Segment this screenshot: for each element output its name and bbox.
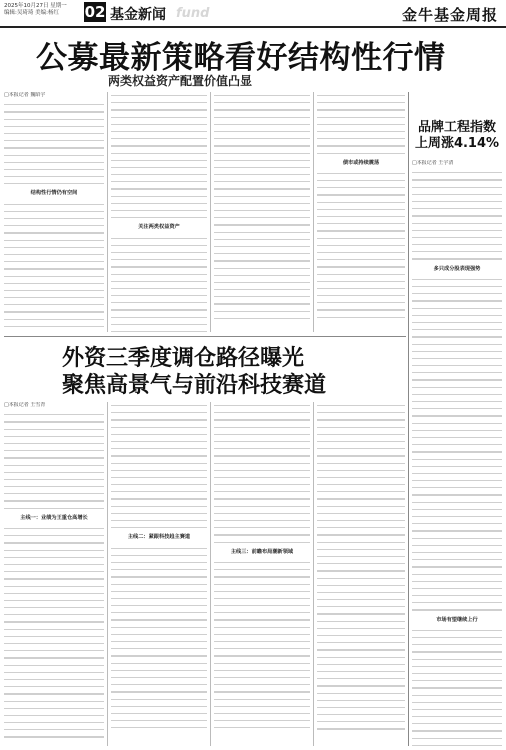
article2-subhead-c: 主线三：前瞻布局潮新领域 xyxy=(230,548,294,555)
section-number: 02 xyxy=(84,3,106,21)
article2-byline: □本报记者 王雪青 xyxy=(4,402,46,408)
sidebar-byline: □本报记者 王宇清 xyxy=(412,160,454,166)
article1-column-4 xyxy=(317,92,405,332)
article1-column-3 xyxy=(214,92,310,332)
section-title: 基金新闻 xyxy=(110,7,166,23)
article2-subhead-b: 主线二：紧跟科技趋主赛道 xyxy=(127,534,191,541)
article2-column-4 xyxy=(317,402,405,746)
article1-column-2 xyxy=(111,92,207,332)
page-header xyxy=(0,0,506,28)
article2-column-1 xyxy=(4,402,104,746)
sidebar-subhead-b: 市场有望继续上行 xyxy=(436,616,478,623)
article2-column-3 xyxy=(214,402,310,746)
article2-headline-line1: 外资三季度调仓路径曝光 xyxy=(62,345,305,371)
article2-column-2 xyxy=(111,402,207,746)
article1-headline: 公募最新策略看好结构性行情 xyxy=(36,40,446,76)
article1-subhead-b: 关注两类权益资产 xyxy=(138,224,180,231)
article2-headline-line2: 聚焦高景气与前沿科技赛道 xyxy=(62,372,327,398)
article1-subhead-c: 债市或持续震荡 xyxy=(342,159,380,166)
header-date: 2025年10月27日 星期一 xyxy=(4,3,67,9)
newspaper-masthead: 金牛基金周报 xyxy=(401,6,498,24)
article2-headline xyxy=(62,345,326,399)
article1-subhead-a: 结构性行情仍有空间 xyxy=(30,190,78,197)
sidebar-column xyxy=(412,160,502,746)
header-meta xyxy=(4,3,67,17)
sidebar-subhead-a: 多只成分股表现强势 xyxy=(433,265,481,272)
section-title-en: fund xyxy=(176,6,210,21)
article2-subhead-a: 主线一：业绩为王重仓高增长 xyxy=(20,514,88,521)
article1-byline: □本报记者 魏昭宇 xyxy=(4,92,46,98)
article1-column-1 xyxy=(4,92,104,332)
header-editor: 编辑:吴琦琦 美编:杨红 xyxy=(4,10,59,16)
article1-subhead: 两类权益资产配置价值凸显 xyxy=(108,74,253,88)
sidebar-headline: 品牌工程指数上周涨4.14% xyxy=(414,120,500,151)
